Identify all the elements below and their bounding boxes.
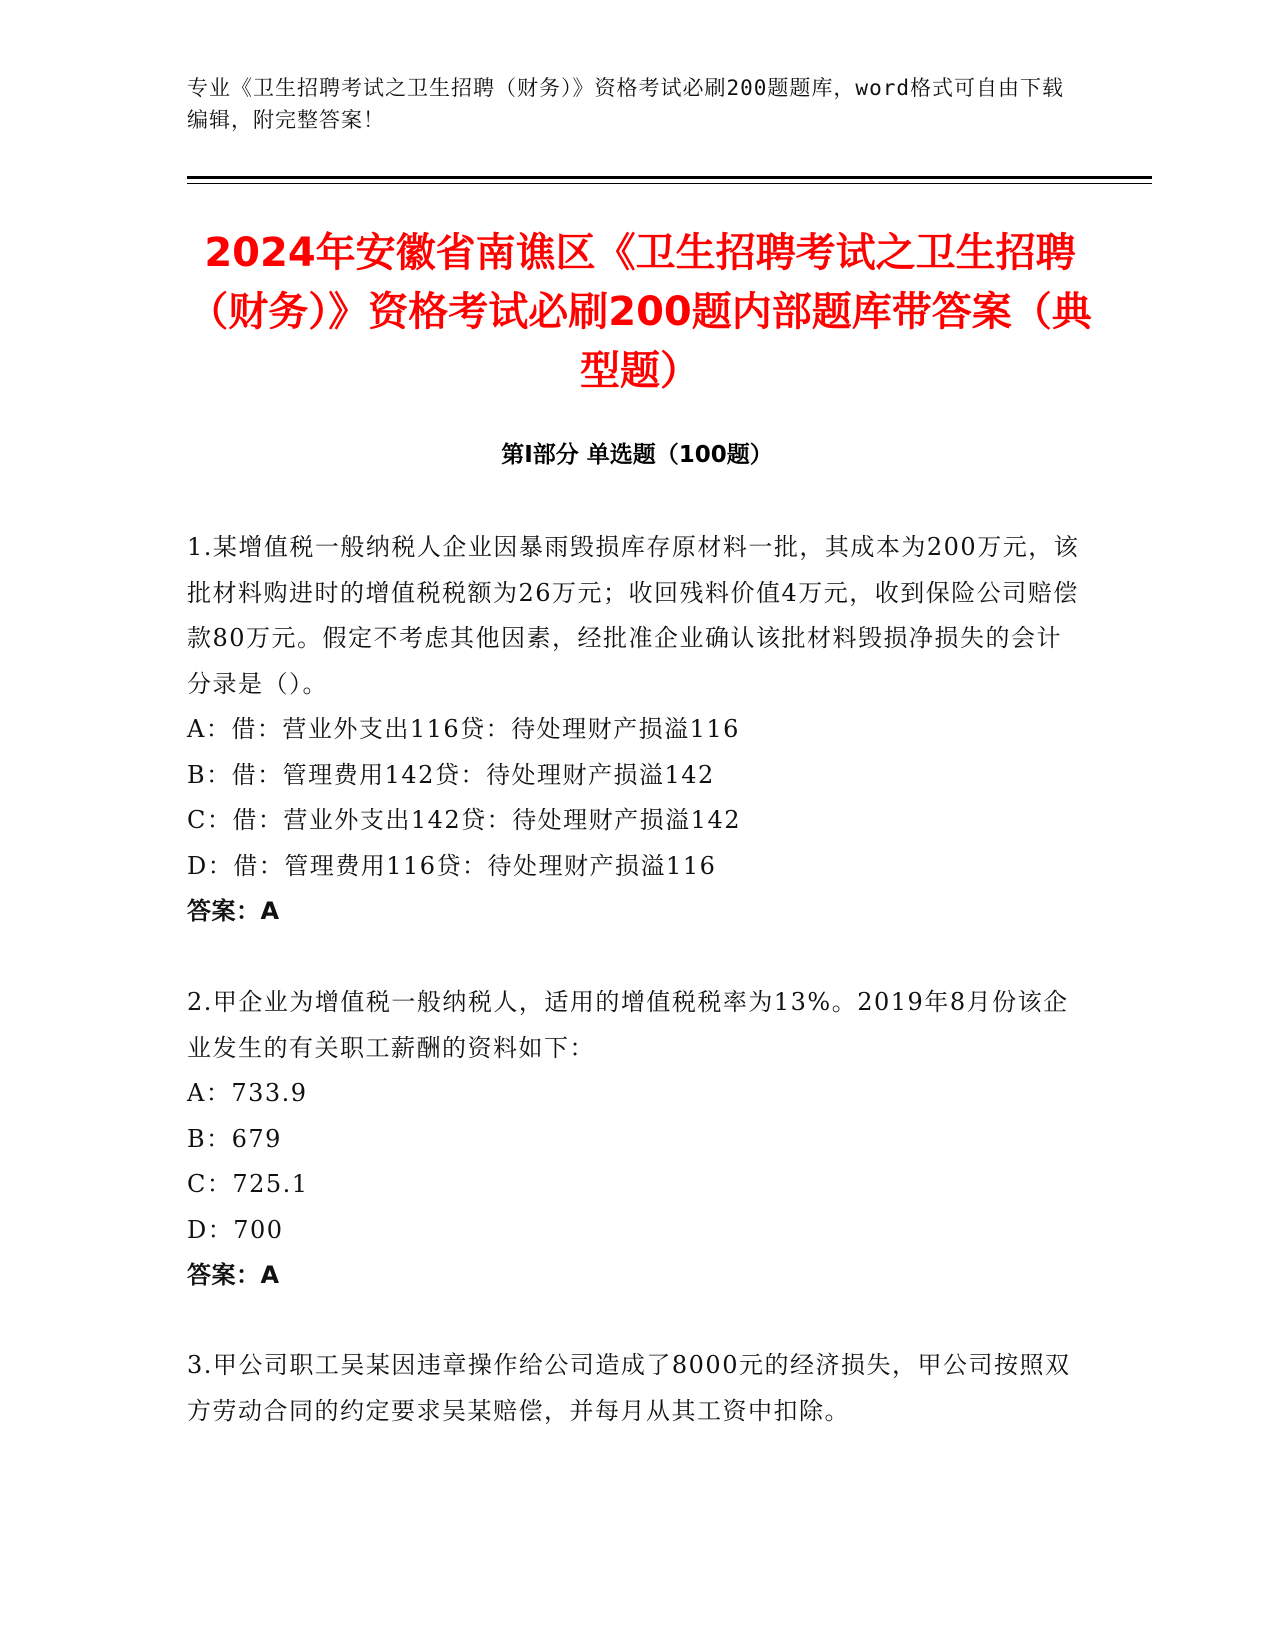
header-divider-thin: [187, 183, 1152, 184]
option-d: D：借：管理费用116贷：待处理财产损溢116: [187, 851, 717, 880]
answer-line: 答案：A: [187, 1261, 280, 1289]
question-stem: 1.某增值税一般纳税人企业因暴雨毁损库存原材料一批，其成本为200万元，该批材料购进时的增值税税额为26万元；收回残料价值4万元，收到保险公司赔偿款80万元。假定不考虑其他因素，经批准企业确认该批材料毁损净损失的会计分录是（）。: [187, 533, 1080, 698]
question-stem: 2.甲企业为增值税一般纳税人，适用的增值税税率为13%。2019年8月份该企业发生的有关职工薪酬的资料如下：: [187, 988, 1069, 1062]
section-heading: 第I部分 单选题（100题）: [501, 442, 773, 468]
question-3: [187, 1343, 1087, 1434]
document-title: 2024年安徽省南谯区《卫生招聘考试之卫生招聘（财务）》资格考试必刷200题内部题库带答案（典型题）: [188, 230, 1092, 394]
option-d: D：700: [187, 1215, 284, 1244]
option-a: A：733.9: [187, 1079, 308, 1107]
header-divider-thick: [187, 176, 1152, 179]
option-c: C：借：营业外支出142贷：待处理财产损溢142: [187, 806, 741, 834]
option-c: C：725.1: [187, 1170, 309, 1198]
answer-line: 答案：A: [187, 897, 280, 925]
option-a: A：借：营业外支出116贷：待处理财产损溢116: [187, 715, 740, 743]
option-b: B：679: [187, 1124, 282, 1153]
option-b: B：借：管理费用142贷：待处理财产损溢142: [187, 760, 715, 789]
question-stem: 3.甲公司职工吴某因违章操作给公司造成了8000元的经济损失，甲公司按照双方劳动合同的约定要求吴某赔偿，并每月从其工资中扣除。: [187, 1351, 1071, 1425]
header-note: 专业《卫生招聘考试之卫生招聘（财务）》资格考试必刷200题题库，word格式可自由下载编辑，附完整答案！: [187, 76, 1064, 132]
question-1: [187, 525, 1087, 935]
question-2: [187, 980, 1087, 1299]
